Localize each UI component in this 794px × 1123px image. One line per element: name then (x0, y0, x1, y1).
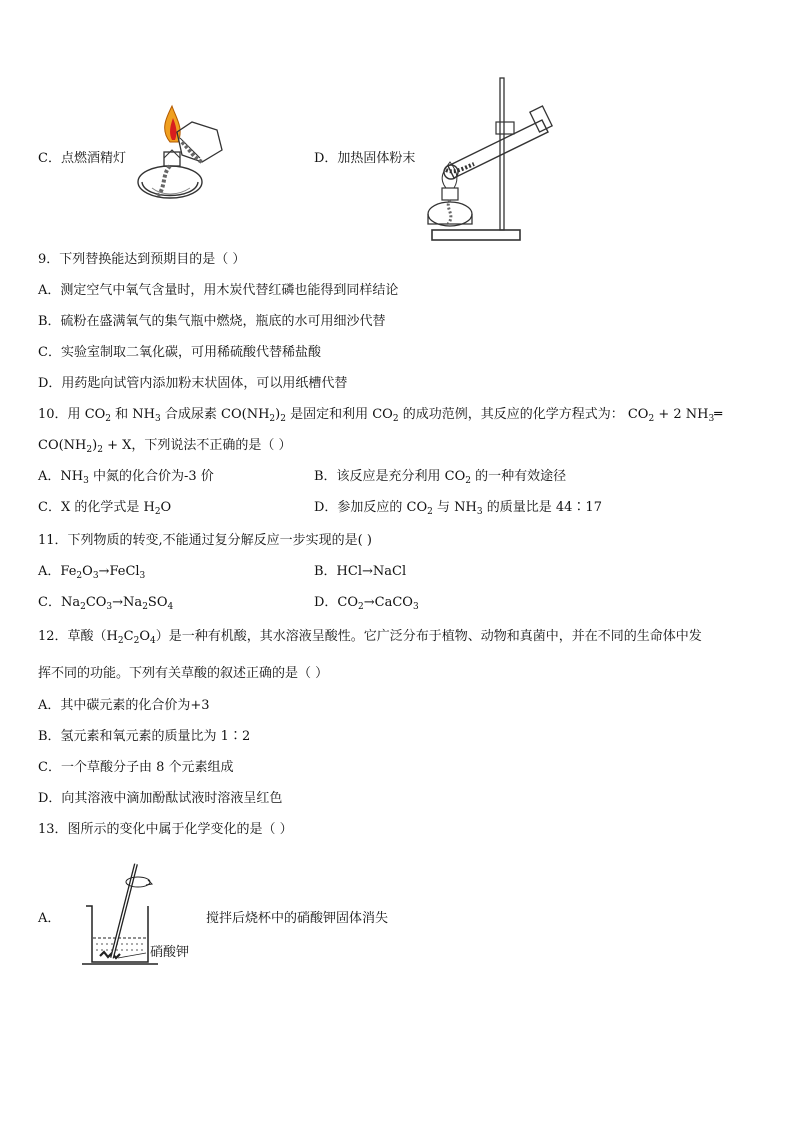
q8-option-d: D．加热固体粉末 (314, 151, 416, 166)
q11-option-b: B．HCl→NaCl (314, 564, 407, 579)
q12-stem-line1: 12．草酸$(H_2C_2O_4)$是一种有机酸，其水溶液呈酸性。它广泛分布于植物、动物和真菌中，并在不同的生命体中发 (38, 629, 702, 646)
q9-option-a: A．测定空气中氧气含量时，用木炭代替红磷也能得到同样结论 (38, 283, 399, 298)
q11-stem: 11．下列物质的转变,不能通过复分解反应一步实现的是( ) (38, 533, 372, 548)
q12-option-c: C．一个草酸分子由 8 个元素组成 (38, 760, 234, 775)
equation-lhs: $CO_2 + 2$ $NH_3═$ (627, 407, 723, 424)
q9-stem: 9．下列替换能达到预期目的是（ ） (38, 252, 246, 267)
q12-option-b: B．氢元素和氧元素的质量比为 1∶2 (38, 729, 251, 744)
q10-stem-line2: $CO(NH_2)_2 + X$，下列说法不正确的是（ ） (38, 438, 292, 455)
q13-option-a-caption: 搅拌后烧杯中的硝酸钾固体消失 (206, 911, 389, 926)
q10-option-c: C．X 的化学式是 $H_2O$ (38, 500, 172, 517)
q11-option-c: C．$Na_2CO_3\to Na_2SO_4$ (38, 595, 174, 612)
q10-option-b: B．该反应是充分利用 $CO_2$ 的一种有效途径 (314, 469, 567, 486)
q10-option-d: D．参加反应的 $CO_2$ 与 $NH_3$ 的质量比是 44∶17 (314, 500, 602, 517)
q9-option-d: D．用药匙向试管内添加粉末状固体，可以用纸槽代替 (38, 376, 348, 391)
q11-option-d: D．$CO_2\to CaCO_3$ (314, 595, 419, 612)
q13-stem: 13．图所示的变化中属于化学变化的是（ ） (38, 822, 293, 837)
heating-test-tube-figure (424, 74, 564, 246)
q10-stem-line1: 10．用 $CO_2$ 和 $NH_3$ 合成尿素 $CO(NH_2)_2$ 是固定和利用 $CO_2$ 的成功范例，其反应的化学方程式为： $CO_2 + 2$ $NH_3═$ (38, 407, 723, 424)
q8-option-c: C．点燃酒精灯 (38, 151, 126, 166)
q13-option-a-label: A． (38, 911, 61, 926)
q9-option-c: C．实验室制取二氧化碳，可用稀硫酸代替稀盐酸 (38, 345, 321, 360)
q12-stem-line2: 挥不同的功能。下列有关草酸的叙述正确的是（ ） (38, 666, 329, 681)
alcohol-lamp-figure (122, 100, 232, 215)
potassium-nitrate-label: 硝酸钾 (150, 945, 190, 960)
q12-option-a: A．其中碳元素的化合价为+3 (38, 698, 210, 713)
q9-option-b: B．硫粉在盛满氧气的集气瓶中燃烧，瓶底的水可用细沙代替 (38, 314, 386, 329)
q12-option-d: D．向其溶液中滴加酚酞试液时溶液呈红色 (38, 791, 283, 806)
q10-option-a: A．$NH_3$ 中氮的化合价为-3 价 (38, 469, 214, 486)
q11-option-a: A．$Fe_2O_3\to FeCl_3$ (38, 564, 146, 581)
